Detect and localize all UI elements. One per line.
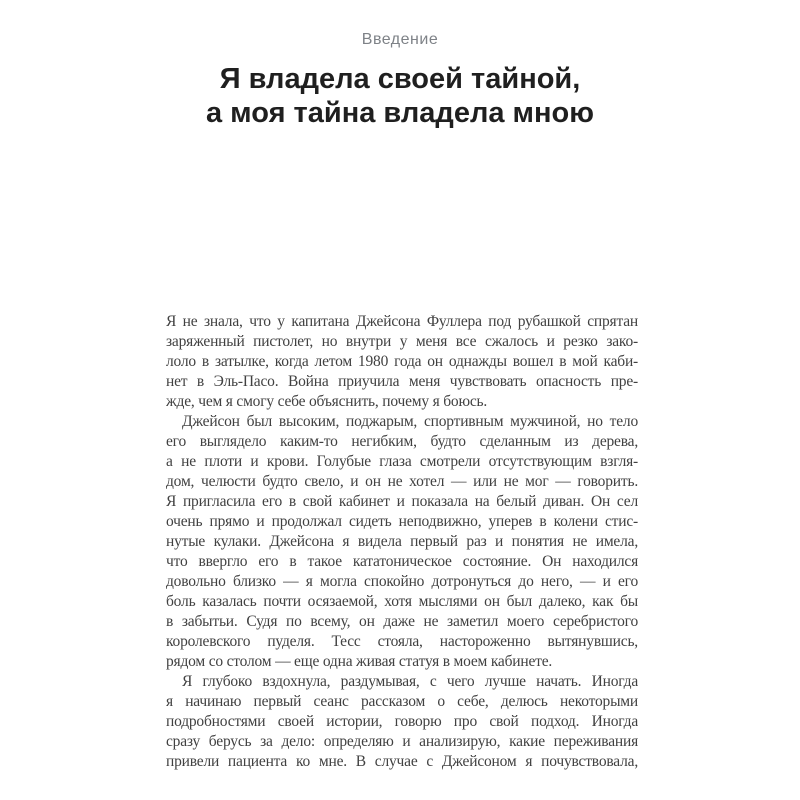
page-title	[0, 62, 800, 130]
paragraph	[166, 312, 638, 412]
text-line: очень прямо и продолжал сидеть неподвижно, уперев в колени стис-	[166, 513, 638, 530]
text-line: дом, челюсти будто свело, и он не хотел — или не мог — говорить.	[166, 473, 638, 490]
text-line: нет в Эль-Пасо. Война приучила меня чувствовать опасность пре-	[166, 373, 638, 390]
page-title-line-1: Я владела своей тайной,	[219, 63, 581, 95]
text-line: в забытьи. Судя по всему, он даже не заметил моего серебристого	[166, 613, 638, 630]
text-line: заряженный пистолет, но внутри у меня все сжалось и резко зако-	[166, 333, 638, 350]
paragraph	[166, 412, 638, 672]
text-line: боль казалась почти осязаемой, хотя мыслями он был далеко, как бы	[166, 593, 638, 610]
chapter-label: Введение	[361, 31, 439, 48]
paragraph	[166, 672, 638, 772]
text-line: королевского пуделя. Тесс стояла, настороженно вытянувшись,	[166, 633, 638, 650]
text-line: Я пригласила его в свой кабинет и показала на белый диван. Он сел	[166, 493, 638, 510]
text-line: его выглядело каким-то негибким, будто сделанным из дерева,	[166, 433, 638, 450]
text-line: я начинаю первый сеанс рассказом о себе, делюсь некоторыми	[166, 693, 638, 710]
text-line: Я глубоко вздохнула, раздумывая, с чего лучше начать. Иногда	[182, 673, 638, 690]
text-line: нутые кулаки. Джейсона я видела первый раз и понятия не имела,	[166, 533, 638, 550]
text-line: сразу берусь за дело: определяю и анализирую, какие переживания	[166, 733, 638, 750]
text-line: рядом со столом — еще одна живая статуя в моем кабинете.	[166, 653, 553, 670]
text-line: привели пациента ко мне. В случае с Джейсоном я почувствовала,	[166, 753, 638, 770]
page-title-line-2: а моя тайна владела мною	[205, 97, 595, 129]
text-line: Я не знала, что у капитана Джейсона Фуллера под рубашкой спрятан	[166, 313, 638, 330]
text-line: Джейсон был высоким, поджарым, спортивным мужчиной, но тело	[182, 413, 638, 430]
text-line: а не плоти и крови. Голубые глаза смотрели отсутствующим взгля-	[166, 453, 638, 470]
text-line: что ввергло его в такое кататоническое состояние. Он находился	[166, 553, 638, 570]
body-text	[166, 312, 638, 772]
text-line: подробностями своей истории, говорю про свой подход. Иногда	[166, 713, 638, 730]
text-line: довольно близко — я могла спокойно дотронуться до него, — и его	[166, 573, 638, 590]
text-line: жде, чем я смогу себе объяснить, почему я боюсь.	[166, 393, 488, 410]
text-line: лоло в затылке, когда летом 1980 года он однажды вошел в мой каби-	[166, 353, 638, 370]
